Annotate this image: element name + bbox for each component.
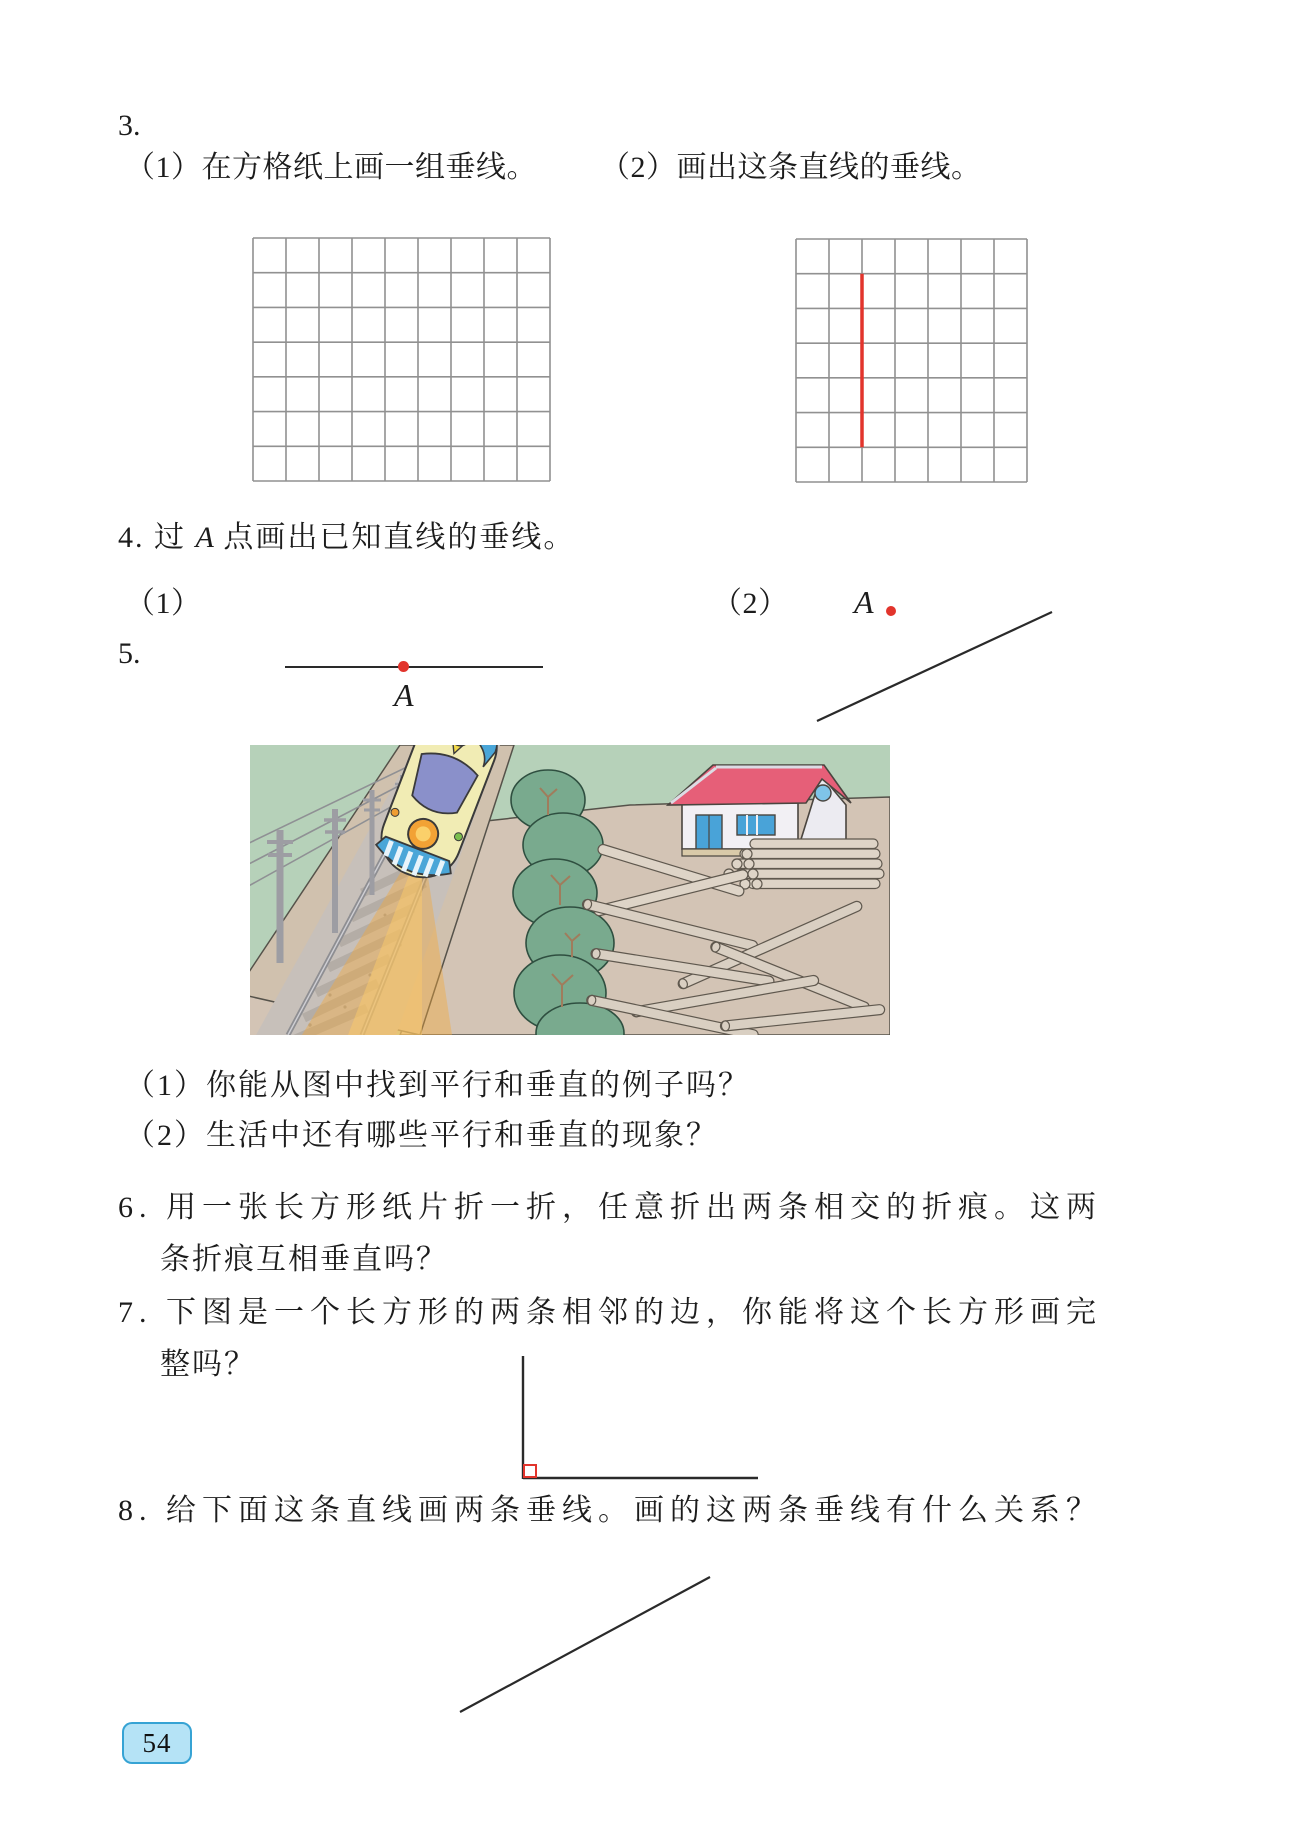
q5-number: 5. xyxy=(118,637,141,670)
q6-text-line1: 6. 用一张长方形纸片折一折，任意折出两条相交的折痕。这两 xyxy=(118,1191,1102,1224)
q4-part2-label: （2） xyxy=(712,587,789,620)
q4-part1-label: （1） xyxy=(125,587,202,620)
point-a-dot-figure1 xyxy=(398,661,409,672)
q4-figure1-line xyxy=(285,666,543,668)
point-a-inline: A xyxy=(195,521,214,554)
q8-text: 8. 给下面这条直线画两条垂线。画的这两条垂线有什么关系？ xyxy=(118,1494,1102,1527)
grid-paper-right xyxy=(796,239,1027,482)
q7-text-line2: 整吗？ xyxy=(160,1348,256,1381)
q7-rectangle-sides-figure xyxy=(510,1352,770,1488)
q4-text: 4. 过 A 点画出已知直线的垂线。 xyxy=(118,521,576,554)
q4-figure2-line xyxy=(810,605,1060,730)
q6-text-line2: 条折痕互相垂直吗？ xyxy=(160,1243,448,1276)
grid-paper-left xyxy=(253,238,550,481)
q4-figure1-point-label: A xyxy=(394,677,414,713)
train-scene-illustration xyxy=(250,745,890,1035)
q8-line-figure xyxy=(450,1565,720,1720)
q7-text-line1: 7. 下图是一个长方形的两条相邻的边，你能将这个长方形画完 xyxy=(118,1296,1102,1329)
house-round-window xyxy=(815,785,831,801)
q3-part2-text: （2）画出这条直线的垂线。 xyxy=(600,151,982,184)
q3-number: 3. xyxy=(118,109,141,142)
q4-figure2-point-label: A xyxy=(854,584,874,620)
right-angle-mark xyxy=(524,1465,536,1477)
q5-part1-text: （1）你能从图中找到平行和垂直的例子吗？ xyxy=(125,1069,750,1102)
q3-part1-text: （1）在方格纸上画一组垂线。 xyxy=(125,151,537,184)
q5-part2-text: （2）生活中还有哪些平行和垂直的现象？ xyxy=(125,1119,718,1152)
page-number-badge: 54 xyxy=(122,1722,192,1764)
